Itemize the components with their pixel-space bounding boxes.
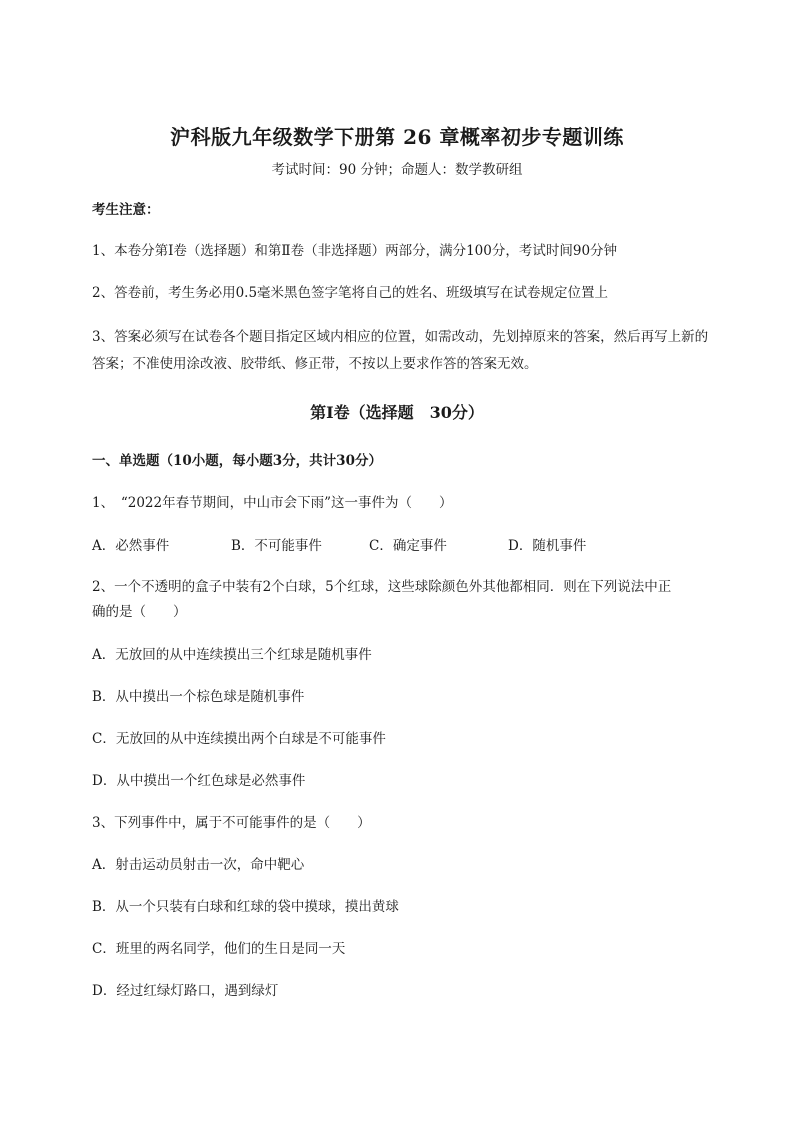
exam-title: 沪科版九年级数学下册第 26 章概率初步专题训练 — [170, 125, 624, 149]
question-1-option-c[interactable]: C．确定事件 — [369, 538, 447, 554]
question-1-option-a[interactable]: A．必然事件 — [92, 538, 170, 554]
notice-item-1: 1、本卷分第Ⅰ卷（选择题）和第Ⅱ卷（非选择题）两部分，满分100分，考试时间90分钟 — [92, 243, 618, 259]
question-2-stem-line2: 确的是（ ） — [92, 604, 187, 620]
part1-title: 第Ⅰ卷（选择题 30分） — [310, 403, 484, 422]
question-3-option-d[interactable]: D．经过红绿灯路口，遇到绿灯 — [92, 983, 279, 999]
notice-item-2: 2、答卷前，考生务必用0.5毫米黑色签字笔将自己的姓名、班级填写在试卷规定位置上 — [92, 285, 609, 301]
question-1-option-b[interactable]: B．不可能事件 — [231, 538, 322, 554]
question-3-option-c[interactable]: C．班里的两名同学，他们的生日是同一天 — [92, 941, 346, 957]
notice-heading: 考生注意： — [92, 202, 160, 218]
question-2-option-b[interactable]: B．从中摸出一个棕色球是随机事件 — [92, 689, 305, 705]
question-3-option-a[interactable]: A．射击运动员射击一次，命中靶心 — [92, 857, 305, 873]
question-2-option-c[interactable]: C．无放回的从中连续摸出两个白球是不可能事件 — [92, 731, 386, 747]
question-2-stem-line1: 2、一个不透明的盒子中装有2个白球，5个红球，这些球除颜色外其他都相同．则在下列说法中正 — [92, 579, 672, 595]
question-2-option-d[interactable]: D．从中摸出一个红色球是必然事件 — [92, 773, 306, 789]
exam-subtitle: 考试时间：90 分钟；命题人：数学教研组 — [271, 162, 523, 178]
question-3-option-b[interactable]: B．从一个只装有白球和红球的袋中摸球，摸出黄球 — [92, 899, 399, 915]
question-2-option-a[interactable]: A．无放回的从中连续摸出三个红球是随机事件 — [92, 647, 372, 663]
question-3-stem: 3、下列事件中，属于不可能事件的是（ ） — [92, 815, 371, 831]
question-1-stem: 1、 “2022年春节期间，中山市会下雨”这一事件为（ ） — [92, 495, 453, 511]
notice-item-3: 3、答案必须写在试卷各个题目指定区域内相应的位置，如需改动，先划掉原来的答案，然后再写上新的答案；不准使用涂改液、胶带纸、修正带，不按以上要求作答的答案无效。 — [92, 329, 709, 372]
question-1-option-d[interactable]: D．随机事件 — [508, 538, 587, 554]
single-choice-heading: 一、单选题（10小题，每小题3分，共计30分） — [92, 453, 382, 469]
